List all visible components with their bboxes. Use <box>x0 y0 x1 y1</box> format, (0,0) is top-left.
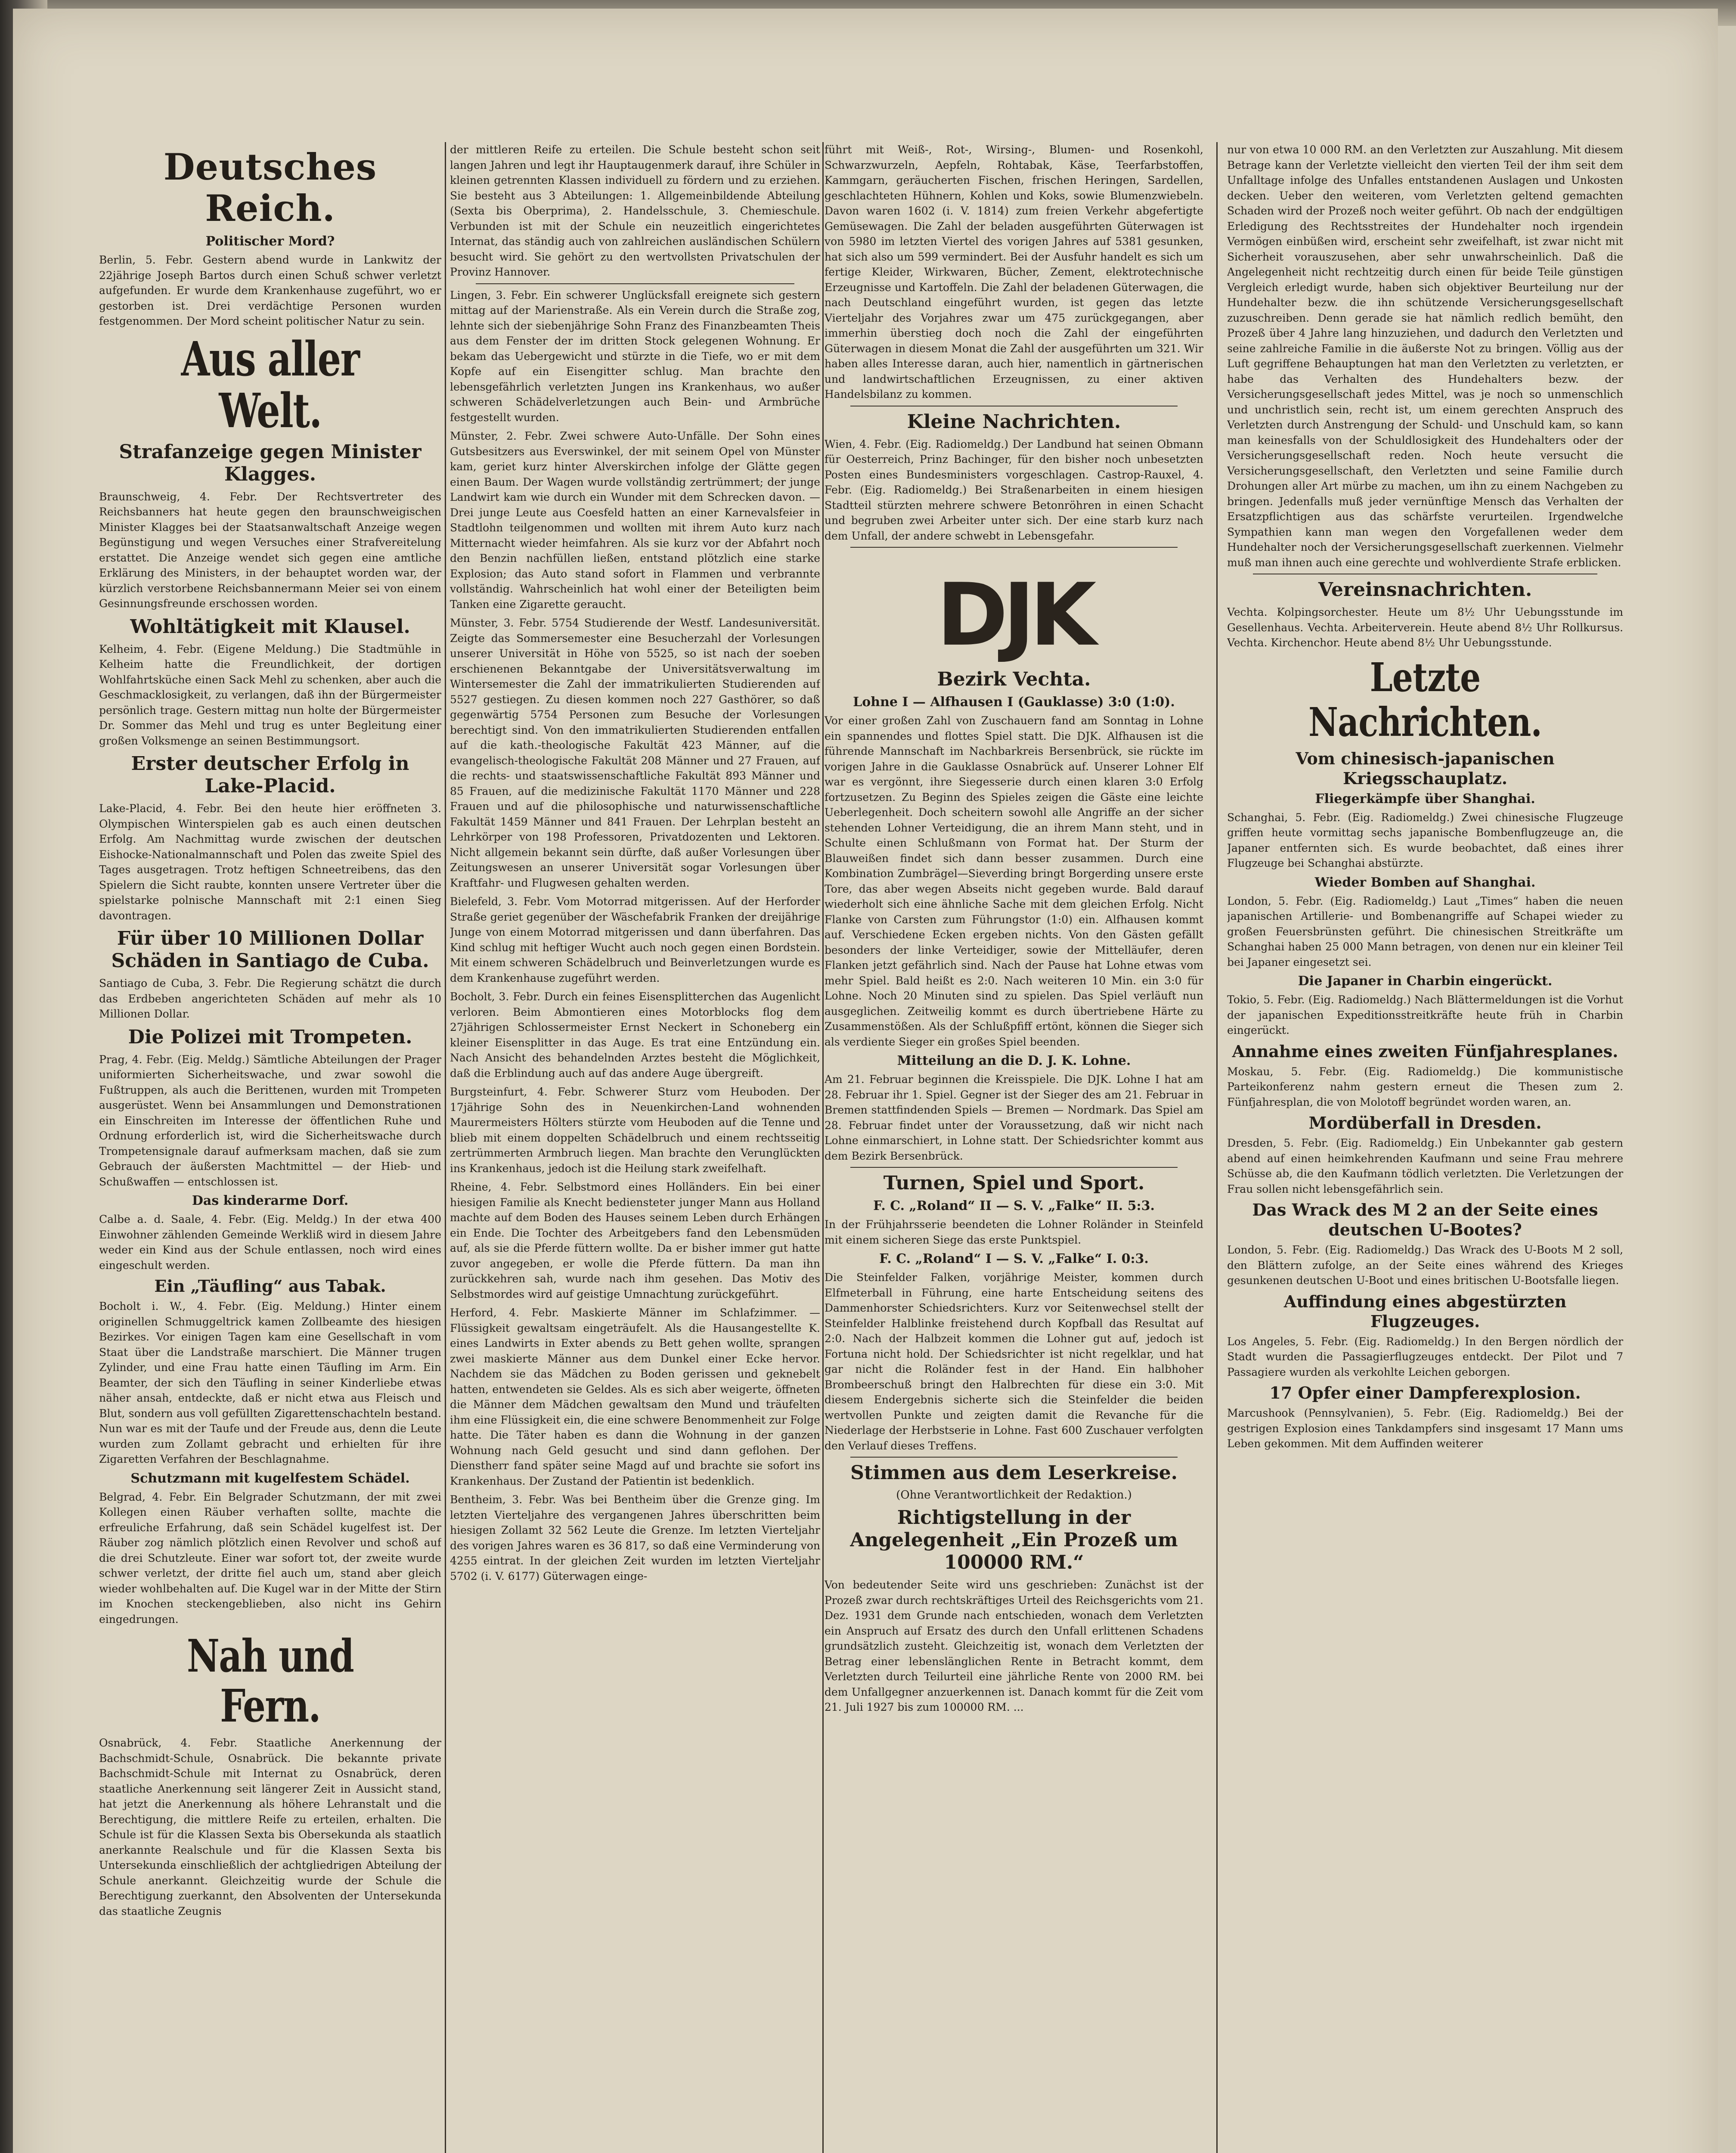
article-text: Marcushook (Pennsylvanien), 5. Febr. (Eig. Radiomeldg.) Bei der gestrigen Explosion eines Tankdampfers sind insgesamt 17 Mann ums Leben gekommen. Mit dem Auffinden weiterer <box>1227 1407 1623 1450</box>
column-rule <box>445 142 446 2153</box>
article-text: Bielefeld, 3. Febr. Vom Motorrad mitgerissen. Auf der Herforder Straße geriet gegenüber der Wäschefabrik Franken der dreijährige Junge von einem Motorrad mitgerissen und dann überfahren. Das Kind schlug mit heftiger Wucht auch noch gegen einen Bordstein. Mit einem schweren Schädelbruch und Beinverletzungen wurde es dem Krankenhause zugeführt werden. <box>450 895 820 984</box>
article-text: Prag, 4. Febr. (Eig. Meldg.) Sämtliche Abteilungen der Prager uniformierten Sicherheitswache, und zwar sowohl die Fußtruppen, als auch die Berittenen, wurden mit Trompeten ausgerüstet. Wenn bei Ansammlungen und Demonstrationen ein Einschreiten im Interesse der öffentlichen Ruhe und Ordnung erforderlich ist, wird die Sicherheitswache durch Trompetensignale darauf aufmerksam machen, daß sie zum Gebrauch der äußersten Machtmittel — der Hieb- und Schußwaffen — entschlossen ist. <box>99 1053 441 1188</box>
article-text: Moskau, 5. Febr. (Eig. Radiomeldg.) Die kommunistische Parteikonferenz nahm gestern erneut die Thesen zum 2. Fünfjahresplan, die von Molotoff begründet worden waren, an. <box>1227 1065 1623 1108</box>
headline: Richtigstellung in der Angelegenheit „Ein Prozeß um 100000 RM.“ <box>850 1507 1178 1573</box>
headline: Das kinderarme Dorf. <box>192 1193 349 1208</box>
article-text: Schanghai, 5. Febr. (Eig. Radiomeldg.) Zwei chinesische Flugzeuge griffen heute vormittag sechs japanische Bombenflugzeuge an, die Japaner entfernten sich. Es wurde beobachtet, daß eines ihrer Flugzeuge bei Schanghai abstürzte. <box>1227 811 1623 869</box>
headline: F. C. „Roland“ II — S. V. „Falke“ II. 5:3. <box>873 1198 1155 1213</box>
article-text: Burgsteinfurt, 4. Febr. Schwerer Sturz vom Heuboden. Der 17jährige Sohn des in Neuenkirchen-Land wohnenden Maurermeisters Hölters stürzte vom Heuboden auf die Tenne und blieb mit einem doppelten Schädelbruch und einem rechtsseitig zertrümmerten Armbruch liegen. Man brachte den Verunglückten ins Krankenhaus, jedoch ist die Heilung stark zweifelhaft. <box>450 1086 820 1175</box>
article-text: Belgrad, 4. Febr. Ein Belgrader Schutzmann, der mit zwei Kollegen einen Räuber verhaften sollte, machte die erfreuliche Erfahrung, daß sein Schädel kugelfest ist. Der Räuber zog nämlich plötzlich einen Revolver und schoß auf die drei Schutzleute. Einer war sofort tot, der zweite wurde schwer verletzt, der dritte fiel auch um, stand aber gleich wieder wohlbehalten auf. Die Kugel war in der Mitte der Stirn im Knochen steckengeblieben, also nicht ins Gehirn eingedrungen. <box>99 1490 441 1626</box>
headline: 17 Opfer einer Dampferexplosion. <box>1269 1383 1581 1402</box>
headline: Strafanzeige gegen Minister Klagges. <box>119 441 422 485</box>
article-text: Münster, 3. Febr. 5754 Studierende der Westf. Landesuniversität. Zeigte das Sommersemester eine Besucherzahl der Vorlesungen unserer Universität in Höhe von 5525, so ist nach der soeben erschienenen Bekanntgabe der Universitätsverwaltung im Wintersemester die Zahl der immatrikulierten Studierenden auf 5527 gestiegen. Zu diesen kommen noch 227 Gasthörer, so daß gegenwärtig 5754 Personen zum Besuche der Vorlesungen berechtigt sind. Von den immatrikulierten Studierenden entfallen auf die kath.-theologische Fakultät 423 Männer, auf die evangelisch-theologische Fakultät 208 Männer und 27 Frauen, auf die rechts- und staatswissenschaftliche Fakultät 893 Männer und 85 Frauen, auf die medizinische Fakultät 1170 Männer und 228 Frauen und auf die philosophische und naturwissenschaftliche Fakultät 1459 Männer und 841 Frauen. Der Lehrplan besteht an Lehrkörper von 198 Professoren, Privatdozenten und Lektoren. Nicht allgemein bekannt sein dürfte, daß außer Vorlesungen über Zeitungswesen an unserer Universität sogar Vorlesungen über Kraftfahr- und Flugwesen gehalten werden. <box>450 617 820 889</box>
article-text: Lake-Placid, 4. Febr. Bei den heute hier eröffneten 3. Olympischen Winterspielen gab es auch einen deutschen Erfolg. Am Nachmittag wurde zwischen der deutschen Eishocke-Nationalmannschaft und Polen das zweite Spiel des Tages ausgetragen. Trotz heftigen Schneetreibens, das den Spielern die Sicht raubte, konnten unsere Vertreter über die spielstarke polnische Mannschaft mit 2:1 einen Sieg davontragen. <box>99 802 441 922</box>
article-text: Herford, 4. Febr. Maskierte Männer im Schlafzimmer. — Flüssigkeit gewaltsam eingeträufelt. Als die Hausangestellte K. eines Landwirts in Exter abends zu Bett gehen wollte, sprangen zwei maskierte Männer aus dem Dunkel einer Ecke hervor. Nachdem sie das Mädchen zu Boden gerissen und geknebelt hatten, entwendeten sie Geldes. Als es sich aber weigerte, öffneten die Männer dem Mädchen gewaltsam den Mund und träufelten ihm eine Flüssigkeit ein, die eine schwere Benommenheit zur Folge hatte. Die Täter haben es dann die Wohnung in der ganzen Wohnung nach Geld gesucht und sind dann geflohen. Der Dienstherr fand später seine Magd auf und brachte sie sofort ins Krankenhaus. Der Zustand der Patientin ist bedenklich. <box>450 1306 820 1487</box>
headline: Lohne I — Alfhausen I (Gauklasse) 3:0 (1:0). <box>853 695 1175 710</box>
headline: Die Polizei mit Trompeten. <box>128 1026 412 1048</box>
article-text: Münster, 2. Febr. Zwei schwere Auto-Unfälle. Der Sohn eines Gutsbesitzers aus Everswinkel, der mit seinem Opel von Münster kam, geriet kurz hinter Alverskirchen infolge der Glätte gegen einen Baum. Der Wagen wurde vollständig zertrümmert; der junge Landwirt kam wie durch ein Wunder mit dem Schrecken davon. — Drei junge Leute aus Coesfeld hatten an einer Karnevalsfeier in Stadtlohn teilgenommen und wollten mit ihrem Auto kurz nach Mitternacht wieder heimfahren. Als sie kurz vor der Abfahrt noch den Benzin nachfüllen ließen, entstand plötzlich eine starke Explosion; das Auto stand sofort in Flammen und verbrannte vollständig. Wahrscheinlich hat wohl einer der Beteiligten beim Tanken eine Zigarette geraucht. <box>450 430 820 611</box>
headline: Vom chinesisch-japanischen Kriegsschauplatz. <box>1296 748 1555 788</box>
section-head-letzte: Letzte Nachrichten. <box>1308 654 1542 745</box>
column-rule <box>1216 142 1218 2153</box>
article-text: London, 5. Febr. (Eig. Radiomeldg.) Das Wrack des U-Boots M 2 soll, den Blättern zufolge, an der Seite eines während des Krieges gesunkenen deutschen U-Boot und eines britischen U-Bootsfalle liegen. <box>1227 1244 1623 1287</box>
article-text: Die Steinfelder Falken, vorjährige Meister, kommen durch Elfmeterball in Führung, eine harte Entscheidung seitens des Dammenhorster Schiedsrichters. Kurz vor Seitenwechsel stellt der Steinfelder Halblinke freistehend durch Kopfball das Resultat auf 2:0. Nach der Halbzeit kommen die Lohner gut auf, jedoch ist Fortuna nicht hold. Der Schiedsrichter ist nicht regelklar, und hat gar nicht die Roländer fest in der Hand. Ein halbhoher Brombeerschuß bringt den Halbrechten für diese ein 3:0. Mit diesem Endergebnis sicherte sich die Steinfelder die beiden wertvollen Punkte und zeigten damit die Revanche für die Niederlage der Herbstserie in Lohne. Fast 600 Zuschauer verfolgten den Verlauf dieses Treffens. <box>825 1271 1203 1452</box>
headline: Wohltätigkeit mit Klausel. <box>130 615 410 638</box>
headline: Mordüberfall in Dresden. <box>1308 1113 1542 1132</box>
article-text: Los Angeles, 5. Febr. (Eig. Radiomeldg.) In den Bergen nördlich der Stadt wurden die Passagierflugzeuges entdeckt. Der Pilot und 7 Passagiere wurden als verkohlte Leichen geborgen. <box>1227 1335 1623 1378</box>
headline: Ein „Täufling“ aus Tabak. <box>154 1276 386 1296</box>
headline: F. C. „Roland“ I — S. V. „Falke“ I. 0:3. <box>879 1251 1149 1266</box>
headline: Für über 10 Millionen Dollar Schäden in Santiago de Cuba. <box>111 928 429 972</box>
headline: Politischer Mord? <box>205 234 335 249</box>
headline: Stimmen aus dem Leserkreise. <box>850 1462 1178 1484</box>
djk-logo <box>825 561 1203 664</box>
section-head-nahfern: Nah und Fern. <box>186 1629 354 1732</box>
headline: Schutzmann mit kugelfestem Schädel. <box>130 1470 410 1486</box>
article-text: der mittleren Reife zu erteilen. Die Schule besteht schon seit langen Jahren und legt ihr Hauptaugenmerk darauf, ihre Schüler in kleinen getrennten Klassen individuell zu fördern und zu erziehen. Sie besteht aus 3 Abteilungen: 1. Allgemeinbildende Abteilung (Sexta bis Oberprima), 2. Handelsschule, 3. Chemieschule. Verbunden ist mit der Schule ein neuzeitlich eingerichtetes Internat, das ständig auch von zahlreichen ausländischen Schülern besucht wird. Sie gehört zu den wertvollsten Privatschulen der Provinz Hannover. <box>450 143 820 278</box>
headline: Fliegerkämpfe über Shanghai. <box>1315 791 1535 807</box>
column-2 <box>450 142 820 2153</box>
separator <box>850 1167 1178 1168</box>
article-text: nur von etwa 10 000 RM. an den Verletzten zur Auszahlung. Mit diesem Betrage kann der Verletzte vielleicht den vierten Teil der ihm seit dem Unfalltage infolge des Unfalles entstandenen Auslagen und Unkosten decken. Ueber den weiteren, vom Verletzten geltend gemachten Schaden wird der Prozeß noch weiter geführt. Ob nach der endgültigen Erledigung des Rechtsstreites der Hundehalter noch irgendein Vermögen einbüßen wird, erscheint sehr zweifelhaft, ist zwar nicht mit Sicherheit vorauszusehen, aber sehr unwahrscheinlich. Daß die Angelegenheit nicht rechtzeitig durch einen für beide Teile günstigen Vergleich erledigt wurde, haben sich objektiver Beurteilung nur der Hundehalter bezw. die ihn schützende Versicherungsgesellschaft zuzuschreiben. Denn gerade sie hat nämlich redlich bemüht, den Prozeß über 4 Jahre lang hinzuziehen, und dadurch den Verletzten und seine zahlreiche Familie in die äußerste Not zu bringen. Völlig aus der Luft gegriffene Behauptungen hat man den Verletzten zu verletzten, er habe das Verhalten des Hundehalters bezw. der Versicherungsgesellschaft jedes Mittel, was je noch so unmenschlich und unchristlich sein, recht ist, um einem gerechten Anspruch des Verletzten durch Anstrengung der Schuld- und Unschuld kam, so kann man keinesfalls von der Schuldlosigkeit des Hundehalters oder der Versicherungsgesellschaft reden. Noch heute versucht die Versicherungsgesellschaft, den Verletzten und seine Familie durch Drohungen aller Art mürbe zu machen, um ihn zu einem Nachgeben zu bringen. Jedenfalls muß jeder vernünftige Mensch das Verhalten der Ersatzpflichtigen aus das schärfste verurteilen. Irgendwelche Sympathien kann man wegen den Vorgefallenen weder dem Hundehalter noch der Versicherungsgesellschaft zuerkennen. Vielmehr muß man ihnen auch eine gerechte und wohlverdiente Strafe erblicken. <box>1227 143 1623 569</box>
article-text: Vechta. Kolpingsorchester. Heute um 8½ Uhr Uebungsstunde im Gesellenhaus. Vechta. Arbeiterverein. Heute abend 8½ Uhr Rollkursus. Vechta. Kirchenchor. Heute abend 8½ Uhr Uebungsstunde. <box>1227 606 1623 649</box>
section-head-welt: Aus aller Welt. <box>181 331 360 438</box>
article-text: Berlin, 5. Febr. Gestern abend wurde in Lankwitz der 22jährige Joseph Bartos durch einen Schuß schwer verletzt aufgefunden. Er wurde dem Krankenhause zugeführt, wo er gestorben ist. Drei verdächtige Personen wurden festgenommen. Der Mord scheint politischer Natur zu sein. <box>99 254 441 327</box>
separator <box>850 547 1178 548</box>
article-text: Osnabrück, 4. Febr. Staatliche Anerkennung der Bachschmidt-Schule, Osnabrück. Die bekannte private Bachschmidt-Schule mit Internat zu Osnabrück, deren staatliche Anerkennung seit längerer Zeit in Aussicht stand, hat jetzt die Anerkennung als höhere Lehranstalt und die Berechtigung, die mittlere Reife zu erteilen, erhalten. Die Schule ist für die Klassen Sexta bis Obersekunda als staatlich anerkannte Realschule und für die Klassen Sexta bis Untersekunda einschließlich der achtgliedrigen Abteilung der Schule anerkannt. Gleichzeitig wurde der Schule die Berechtigung zuerkannt, den Absolventen der Untersekunda das staatliche Zeugnis <box>99 1737 441 1917</box>
djk-logo-mark <box>906 561 1122 664</box>
article-text: Dresden, 5. Febr. (Eig. Radiomeldg.) Ein Unbekannter gab gestern abend auf einen heimkehrenden Kaufmann und seine Frau mehrere Schüsse ab, die den Kaufmann tödlich verletzten. Die Verletzungen der Frau sollen nicht lebensgefährlich sein. <box>1227 1137 1623 1195</box>
headline: Vereinsnachrichten. <box>1318 579 1532 601</box>
article-text: Santiago de Cuba, 3. Febr. Die Regierung schätzt die durch das Erdbeben angerichteten Schäden auf mehr als 10 Millionen Dollar. <box>99 977 441 1020</box>
article-text: Vor einer großen Zahl von Zuschauern fand am Sonntag in Lohne ein spannendes und flottes Spiel statt. Die DJK. Alfhausen ist die führende Mannschaft im Nachbarkreis Bersenbrück, sie rückte im vorigen Jahre in die Gauklasse Osnabrück auf. Unserer Lohner Elf war es vergönnt, ihre Siegesserie durch einen klaren 3:0 Erfolg fortzusetzen. Zu Beginn des Spieles zeigen die Gäste eine leichte Ueberlegenheit. Doch scheitern sowohl alle Angriffe an der sicher stehenden Lohner Verteidigung, die an ihrem Mann steht, und in Schulte einen Schlußmann von Format hat. Der Sturm der Blauweißen findet sich dann besser zusammen. Durch eine Kombination Zumbrägel—Sieverding bringt Borgerding unsere erste Tore, das aber wegen Abseits nicht gegeben wurde. Bald darauf wiederholt sich eine ähnliche Sache mit dem gleichen Erfolg. Nicht Flanke von Carsten zum Führungstor (1:0) ein. Alfhausen kommt auf. Verschiedene Ecken ergeben nichts. Von den Gästen gefällt besonders der linke Verteidiger, sowie der Mittelläufer, deren Flanken jetzt gefährlich sind. Nach der Pause hat Lohne etwas vom mehr Spiel. Bald heißt es 2:0. Nach weiteren 10 Min. ein 3:0 für Lohne. Noch 20 Minuten sind zu spielen. Das Spiel verläuft nun ausgeglichen. Zeitweilig kommt es durch übertriebene Härte zu Zusammenstößen. Als der Schlußpfiff ertönt, können die Sieger sich als verdiente Sieger ein großes Spiel beenden. <box>825 714 1203 1048</box>
column-1 <box>99 142 441 2153</box>
article-text: Am 21. Februar beginnen die Kreisspiele. Die DJK. Lohne I hat am 28. Februar ihr 1. Spiel. Gegner ist der Sieger des am 21. Februar in Bremen stattfindenden Spiels — Bremen — Nordmark. Das Spiel am 28. Februar findet unter der Voraussetzung, daß wir nicht nach Lohne einmarschiert, in Lohne statt. Der Schiedsrichter kommt aus dem Bezirk Bersenbrück. <box>825 1073 1203 1162</box>
headline: Kleine Nachrichten. <box>907 410 1121 433</box>
headline: Erster deutscher Erfolg in Lake-Placid. <box>131 753 409 797</box>
headline: Bezirk Vechta. <box>937 668 1091 690</box>
article-text: Rheine, 4. Febr. Selbstmord eines Holländers. Ein bei einer hiesigen Familie als Knecht bediensteter junger Mann aus Holland machte auf dem Boden des Hauses seinem Leben durch Erhängen ein Ende. Die Tochter des Arbeitgebers fand den Lebensmüden auf, als sie die Pferde füttern wollte. Da er bisher immer gut hatte zuvor angegeben, er wolle die Pferde füttern. Da man ihn zurückkehren sah, wurde nach ihm gesehen. Das Motiv des Selbstmordes wird auf geistige Umnachtung zurückgeführt. <box>450 1181 820 1300</box>
article-text: Wien, 4. Febr. (Eig. Radiomeldg.) Der Landbund hat seinen Obmann für Oesterreich, Prinz Bachinger, für den bisher noch unbesetzten Posten eines Bundesministers vorgeschlagen. Castrop-Rauxel, 4. Febr. (Eig. Radiomeldg.) Bei Straßenarbeiten in einem hiesigen Stadtteil stürzten mehrere schwere Betonröhren in einen Schacht und begruben zwei Arbeiter unter sich. Der eine starb kurz nach dem Unfall, der andere schwebt in Lebensgefahr. <box>825 437 1203 542</box>
headline: Annahme eines zweiten Fünfjahresplanes. <box>1232 1041 1618 1061</box>
article-text: Lingen, 3. Febr. Ein schwerer Unglücksfall ereignete sich gestern mittag auf der Marienstraße. Als ein Verein durch die Straße zog, lehnte sich der siebenjährige Sohn Franz des Finanzbeamten Theis aus dem Fenster der im dritten Stock gelegenen Wohnung. Er bekam das Uebergewicht und stürzte in die Tiefe, wo er mit dem Kopfe auf ein Eisengitter schlug. Man brachte den lebensgefährlich verletzten Jungen ins Krankenhaus, wo außer schweren Schädelverletzungen auch Bein- und Armbrüche festgestellt wurden. <box>450 289 820 424</box>
article-text: Bocholt i. W., 4. Febr. (Eig. Meldung.) Hinter einem originellen Schmuggeltrick kamen Zollbeamte des hiesigen Bezirkes. Vor einigen Tagen kam eine Gesellschaft in vom Staat über die Landstraße marschiert. Die Männer trugen Zylinder, und eine Frau hatte einen Täufling im Arm. Ein Beamter, der sich den Täufling in seiner Kinderliebe etwas näher ansah, entdeckte, daß er nicht etwa aus Fleisch und Blut, sondern aus voll gefüllten Zigarettenschachteln bestand. Nun war es mit der Taufe und der Freude aus, denn die Leute wurden zum Zollamt gebracht und erhielten für ihre Zigaretten Verfahren der Beschlagnahme. <box>99 1300 441 1465</box>
headline: Turnen, Spiel und Sport. <box>883 1172 1145 1194</box>
article-text: London, 5. Febr. (Eig. Radiomeldg.) Laut „Times“ haben die neuen japanischen Artillerie- und Bombenangriffe auf Schapei wieder zu großen Feuersbrünsten geführt. Die chinesischen Streitkräfte um Schanghai haben 25 000 Mann betragen, von denen nur ein kleiner Teil bei Japaner eingesetzt sei. <box>1227 894 1623 968</box>
article-text: Kelheim, 4. Febr. (Eigene Meldung.) Die Stadtmühle in Kelheim hatte die Freundlichkeit, der dortigen Wohlfahrtsküche einen Sack Mehl zu schenken, aber auch die Geschmacklosigkeit, zu verlangen, daß ihn der Bürgermeister persönlich trage. Gestern mittag nun holte der Bürgermeister Dr. Sommer das Mehl und trug es unter Begleitung einer großen Volksmenge an seinen Bestimmungsort. <box>99 642 441 747</box>
column-4 <box>1227 142 1623 2153</box>
article-text: führt mit Weiß-, Rot-, Wirsing-, Blumen- und Rosenkohl, Schwarzwurzeln, Aepfeln, Rohtabak, Käse, Teerfarbstoffen, Kammgarn, geräucherten Fischen, frischen Heringen, Sardellen, geschlachteten Hühnern, Kohlen und Koks, sowie Blumenzwiebeln. Davon waren 1602 (i. V. 1814) zum freien Verkehr abgefertigte Gemüsewagen. Die Zahl der beladen ausgeführten Güterwagen ist von 5980 im letzten Viertel des vorigen Jahres auf 5381 gesunken, hat sich also um 599 vermindert. Bei der Ausfuhr handelt es sich um fertige Kleider, Wirkwaren, Bücher, Zement, elektrotechnische Erzeugnisse und Kartoffeln. Die Zahl der beladenen Güterwagen, die nach Deutschland eingeführt wurden, ist gegen das letzte Vierteljahr des Vorjahres zwar um 475 zurückgegangen, aber immerhin überstieg doch noch die Zahl der eingeführten Güterwagen in diesem Monat die Zahl der ausgeführten um 321. Wir haben alles Interesse daran, auch hier, namentlich in gärtnerischen und landwirtschaftlichen Erzeugnissen, zu einer aktiven Handelsbilanz zu kommen. <box>825 143 1203 400</box>
headline: Das Wrack des M 2 an der Seite eines deutschen U-Bootes? <box>1252 1200 1598 1239</box>
article-text: Braunschweig, 4. Febr. Der Rechtsvertreter des Reichsbanners hat heute gegen den braunschweigischen Minister Klagges bei der Staatsanwaltschaft Anzeige wegen Begünstigung und wegen Versuches einer Strafvereitelung erstattet. Die Anzeige wendet sich gegen eine amtliche Erklärung des Ministers, in der behauptet worden war, der kürzlich verstorbene Reichsbannermann Meier sei von einem Gesinnungsfreunde erschossen worden. <box>99 490 441 610</box>
column-rule <box>822 142 824 2153</box>
subheadline: (Ohne Verantwortlichkeit der Redaktion.) <box>896 1489 1132 1502</box>
djk-logo-text: DJK <box>936 565 1091 664</box>
column-3 <box>825 142 1203 2153</box>
section-head-reich: Deutsches Reich. <box>163 146 377 230</box>
headline: Wieder Bomben auf Shanghai. <box>1314 875 1536 890</box>
headline: Auffindung eines abgestürzten Flugzeuges. <box>1283 1291 1567 1331</box>
article-text: Von bedeutender Seite wird uns geschrieben: Zunächst ist der Prozeß zwar durch rechtskräftiges Urteil des Reichsgerichts vom 21. Dez. 1931 dem Grunde nach entschieden, wonach dem Verletzten ein Anspruch auf Ersatz des durch den Unfall erlittenen Schadens grundsätzlich zusteht. Gleichzeitig ist, wonach dem Verletzten der Betrag einer lebenslänglichen Rente in Betracht kommt, dem Verletzten durch Teilurteil eine jährliche Rente von 2000 RM. bei dem Unfallgegner anzuerkennen ist. Danach kommt für die Zeit vom 21. Juli 1927 bis zum 100000 RM. ... <box>825 1579 1203 1713</box>
separator <box>476 283 794 284</box>
article-text: Calbe a. d. Saale, 4. Febr. (Eig. Meldg.) In der etwa 400 Einwohner zählenden Gemeinde Werkliß wird in diesem Jahre weder ein Kind aus der Schule entlassen, noch wird eines eingeschult werden. <box>99 1213 441 1272</box>
article-text: Bocholt, 3. Febr. Durch ein feines Eisensplitterchen das Augenlicht verloren. Beim Abmontieren eines Motorblocks flog dem 27jährigen Schlossermeister Ernst Neckert in Schoneberg ein kleiner Eisensplitter in das Auge. Es trat eine Entzündung ein. Nach Ansicht des behandelnden Arztes besteht die Möglichkeit, daß die Erblindung auch auf das andere Auge übergreift. <box>450 990 820 1080</box>
separator <box>850 1457 1178 1458</box>
article-text: Tokio, 5. Febr. (Eig. Radiomeldg.) Nach Blättermeldungen ist die Vorhut der japanischen Expeditionsstreitkräfte heute früh in Charbin eingerückt. <box>1227 993 1623 1036</box>
article-text: Bentheim, 3. Febr. Was bei Bentheim über die Grenze ging. Im letzten Vierteljahre des vergangenen Jahres überschritten beim hiesigen Zollamt 32 562 Leute die Grenze. Im letzten Vierteljahr des vorigen Jahres waren es 36 817, so daß eine Verminderung von 4255 eintrat. In der gleichen Zeit wurden im letzten Vierteljahr 5702 (i. V. 6177) Güterwagen einge- <box>450 1493 820 1582</box>
headline: Mitteilung an die D. J. K. Lohne. <box>897 1053 1131 1068</box>
article-text: In der Frühjahrsserie beendeten die Lohner Roländer in Steinfeld mit einem sicheren Siege das erste Punktspiel. <box>825 1218 1203 1246</box>
headline: Die Japaner in Charbin eingerückt. <box>1298 974 1553 989</box>
